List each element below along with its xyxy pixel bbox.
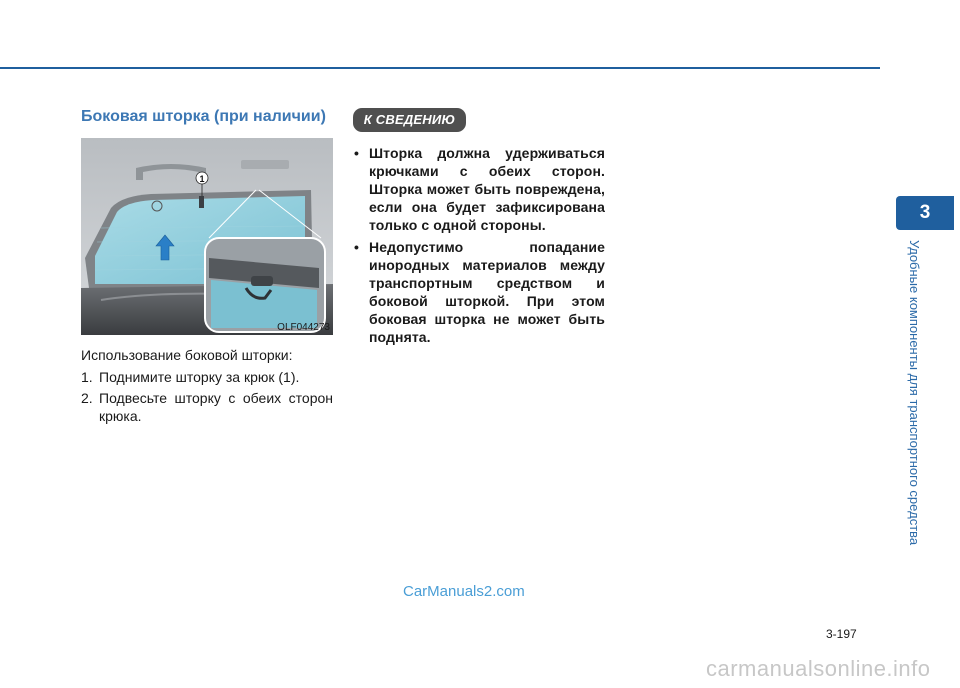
instructions xyxy=(81,346,333,428)
bullet-icon: • xyxy=(354,239,360,255)
callout-number: 1 xyxy=(199,174,205,184)
notice-list xyxy=(353,144,605,350)
notice-item xyxy=(353,144,605,234)
side-curtain-illustration xyxy=(81,138,333,335)
footer-url: carmanualsonline.info xyxy=(706,656,931,681)
step-text: Поднимите шторку за крюк (1). xyxy=(99,369,300,385)
section-title: Боковая шторка (при наличии) xyxy=(81,108,326,125)
watermark: CarManuals2.com xyxy=(403,583,525,600)
notice-badge: К СВЕДЕНИЮ xyxy=(353,108,466,132)
steps-list xyxy=(81,368,333,425)
bullet-icon: • xyxy=(354,145,360,161)
instructions-intro: Использование боковой шторки: xyxy=(81,347,293,363)
step-item xyxy=(81,368,333,386)
notice-item xyxy=(353,238,605,346)
notice-text: Шторка должна удерживаться крючками с обеих сторон. Шторка может быть повреждена, если она будет зафиксирована только с одной стороны. xyxy=(369,145,605,233)
step-item xyxy=(81,389,333,425)
step-number: 1. xyxy=(81,369,93,385)
chapter-tab: 3 xyxy=(896,196,954,230)
top-rule xyxy=(0,67,880,69)
notice-text: Недопустимо попадание инородных материалов между транспортным средством и боковой шторкой. При этом боковая шторка не может быть поднята. xyxy=(369,239,605,345)
step-text: Подвесьте шторку с обеих сторон крюка. xyxy=(99,390,333,424)
page-number: 3-197 xyxy=(826,627,857,641)
car-interior-drawing xyxy=(81,138,333,335)
chapter-title: Удобные компоненты для транспортного средства xyxy=(907,240,922,546)
step-number: 2. xyxy=(81,390,93,406)
figure-code: OLF044273 xyxy=(277,322,330,333)
